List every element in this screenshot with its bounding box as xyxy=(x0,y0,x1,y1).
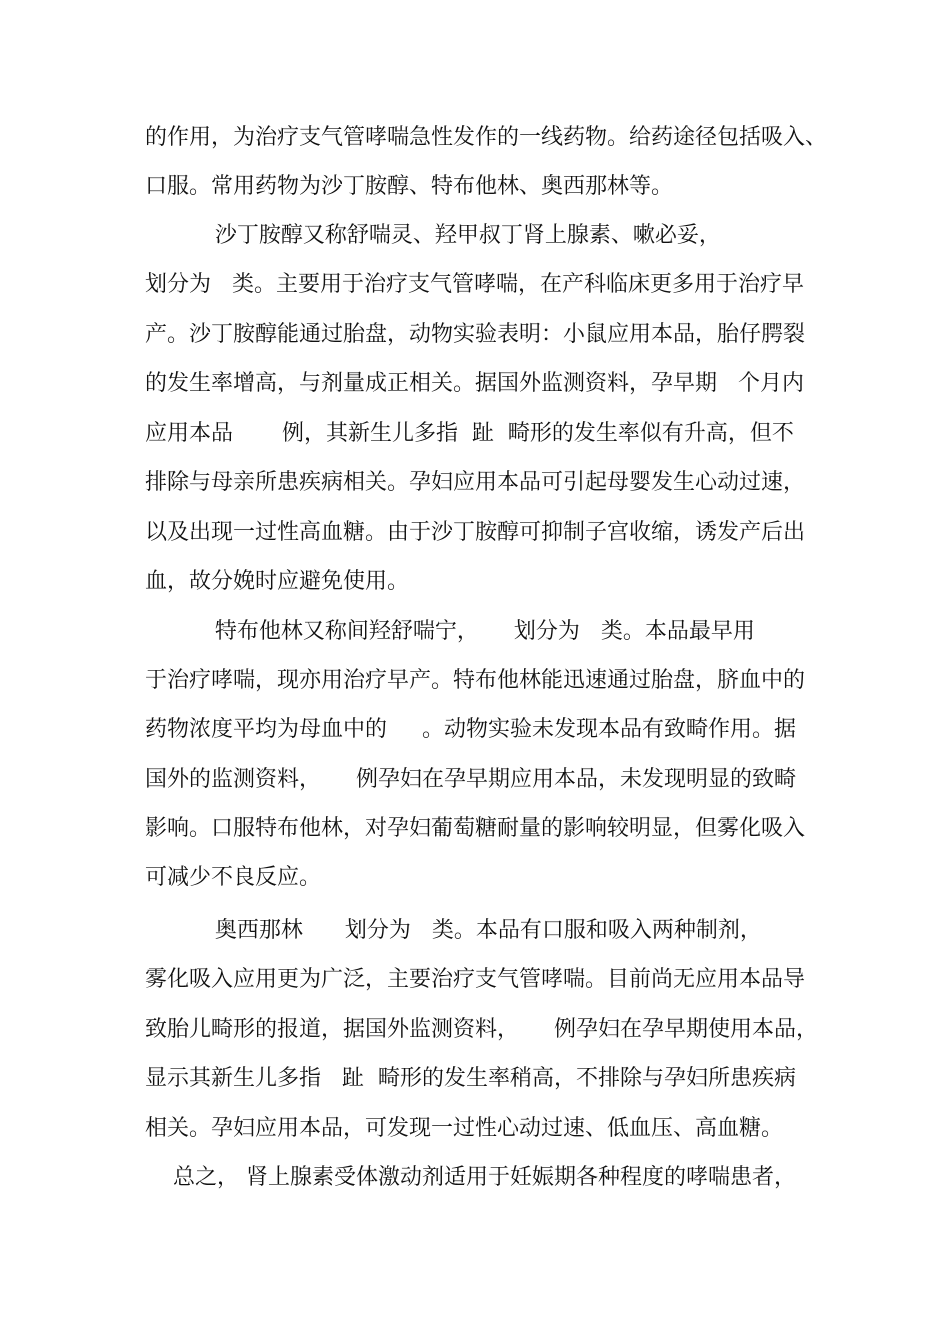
text-line: 的作用，为治疗支气管哮喘急性发作的一线药物。给药途径包括吸入、 xyxy=(145,125,828,150)
text-line: 可减少不良反应。 xyxy=(145,865,322,890)
text-line: 口服。常用药物为沙丁胺醇、特布他林、奥西那林等。 xyxy=(145,174,674,199)
paragraph-start-line: 特布他林又称间羟舒喘宁， 划分为 类。本品最早用 xyxy=(145,619,755,644)
text-line: 影响。口服特布他林，对孕妇葡萄糖耐量的影响较明显，但雾化吸入 xyxy=(145,816,806,841)
text-line: 致胎儿畸形的报道，据国外监测资料， 例孕妇在孕早期使用本品， xyxy=(145,1017,818,1042)
text-line: 产。沙丁胺醇能通过胎盘，动物实验表明：小鼠应用本品，胎仔腭裂 xyxy=(145,322,806,347)
paragraph-start-line: 奥西那林 划分为 类。本品有口服和吸入两种制剂， xyxy=(145,918,762,943)
text-line: 划分为 类。主要用于治疗支气管哮喘，在产科临床更多用于治疗早 xyxy=(145,272,804,297)
text-line: 药物浓度平均为母血中的 。动物实验未发现本品有致畸作用。据 xyxy=(145,717,796,742)
text-line: 雾化吸入应用更为广泛，主要治疗支气管哮喘。目前尚无应用本品导 xyxy=(145,967,806,992)
text-line: 血，故分娩时应避免使用。 xyxy=(145,569,410,594)
text-line: 的发生率增高，与剂量成正相关。据国外监测资料，孕早期 个月内 xyxy=(145,371,804,396)
text-line: 排除与母亲所患疾病相关。孕妇应用本品可引起母婴发生心动过速， xyxy=(145,470,806,495)
text-line: 应用本品 例，其新生儿多指 趾 畸形的发生率似有升高，但不 xyxy=(145,421,794,446)
text-line: 相关。孕妇应用本品，可发现一过性心动过速、低血压、高血糖。 xyxy=(145,1116,784,1141)
text-line: 以及出现一过性高血糖。由于沙丁胺醇可抑制子宫收缩，诱发产后出 xyxy=(145,520,806,545)
text-line: 于治疗哮喘，现亦用治疗早产。特布他林能迅速通过胎盘，脐血中的 xyxy=(145,668,806,693)
text-line: 国外的监测资料， 例孕妇在孕早期应用本品，未发现明显的致畸 xyxy=(145,767,796,792)
paragraph-start-line: 总之， 肾上腺素受体激动剂适用于妊娠期各种程度的哮喘患者， xyxy=(145,1165,796,1190)
paragraph-start-line: 沙丁胺醇又称舒喘灵、羟甲叔丁肾上腺素、嗽必妥， xyxy=(145,223,721,248)
text-line: 显示其新生儿多指 趾 畸形的发生率稍高，不排除与孕妇所患疾病 xyxy=(145,1066,796,1091)
